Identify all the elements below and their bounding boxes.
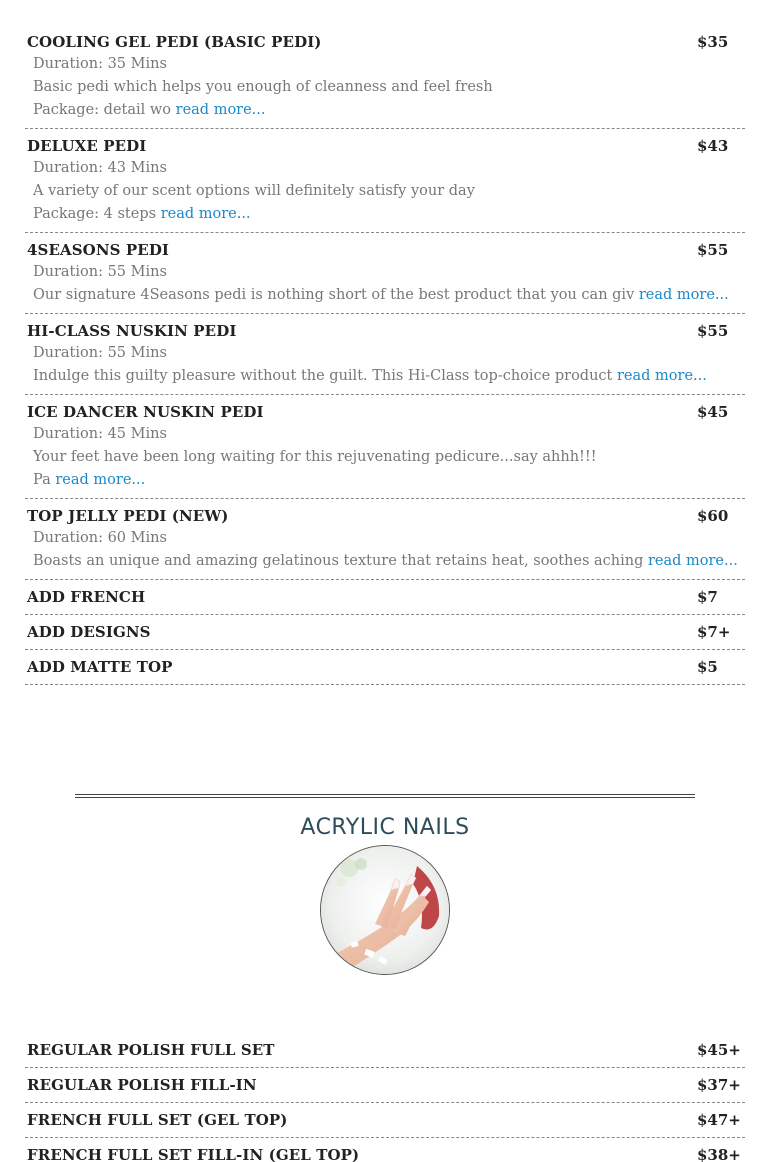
menu-item-header	[25, 1144, 745, 1162]
service-description-text: Package: detail wo	[33, 102, 176, 118]
menu-item-header	[25, 320, 745, 342]
service-name: ADD DESIGNS	[27, 623, 151, 641]
service-name: ADD FRENCH	[27, 588, 146, 606]
service-name: FRENCH FULL SET (GEL TOP)	[27, 1111, 288, 1129]
service-price: $35	[697, 33, 729, 51]
hand-with-nails-image	[321, 846, 450, 975]
service-name: REGULAR POLISH FULL SET	[27, 1041, 275, 1059]
service-price: $38+	[697, 1146, 741, 1162]
menu-item-header	[25, 505, 745, 527]
service-price: $45+	[697, 1041, 741, 1059]
menu-item-header	[25, 1109, 745, 1131]
service-price: $55	[697, 322, 729, 340]
menu-item	[25, 1103, 745, 1138]
service-description	[25, 365, 745, 388]
read-more-link[interactable]: read more...	[647, 553, 738, 569]
menu-item-header	[25, 1074, 745, 1096]
acrylic-nails-photo	[320, 845, 450, 975]
service-description	[25, 550, 745, 573]
service-price: $37+	[697, 1076, 741, 1094]
service-duration: Duration: 55 Mins	[33, 345, 167, 361]
menu-item	[25, 615, 745, 650]
service-name: COOLING GEL PEDI (BASIC PEDI)	[27, 33, 322, 51]
service-description	[25, 99, 745, 122]
read-more-link[interactable]: read more...	[55, 472, 146, 488]
service-description: Basic pedi which helps you enough of cleanness and feel fresh	[33, 79, 493, 95]
menu-item-header	[25, 135, 745, 157]
service-duration: Duration: 60 Mins	[33, 530, 167, 546]
menu-item	[25, 395, 745, 499]
menu-item	[25, 650, 745, 685]
section-divider	[75, 794, 695, 798]
service-name: ADD MATTE TOP	[27, 658, 173, 676]
service-description	[25, 284, 745, 307]
pedicure-menu-list	[25, 25, 745, 685]
read-more-link[interactable]: read more...	[616, 368, 707, 384]
menu-item-header	[25, 239, 745, 261]
service-price: $7	[697, 588, 718, 606]
service-name: 4SEASONS PEDI	[27, 241, 170, 259]
menu-item	[25, 129, 745, 233]
service-description-text: Pa	[33, 472, 56, 488]
service-duration: Duration: 43 Mins	[33, 160, 167, 176]
service-price: $5	[697, 658, 718, 676]
menu-item-header	[25, 656, 745, 678]
service-duration: Duration: 35 Mins	[33, 56, 167, 72]
service-duration: Duration: 55 Mins	[33, 264, 167, 280]
menu-item	[25, 499, 745, 580]
menu-item	[25, 580, 745, 615]
menu-item	[25, 314, 745, 395]
menu-item	[25, 233, 745, 314]
service-description	[25, 203, 745, 226]
service-name: ICE DANCER NUSKIN PEDI	[27, 403, 264, 421]
menu-item-header	[25, 1039, 745, 1061]
service-description-text: Indulge this guilty pleasure without the guilt. This Hi-Class top-choice product	[33, 368, 617, 384]
service-description-text: Boasts an unique and amazing gelatinous texture that retains heat, soothes aching	[33, 553, 648, 569]
service-description: A variety of our scent options will definitely satisfy your day	[33, 183, 475, 199]
service-name: HI-CLASS NUSKIN PEDI	[27, 322, 237, 340]
menu-item-header	[25, 401, 745, 423]
service-name: REGULAR POLISH FILL-IN	[27, 1076, 257, 1094]
service-price: $45	[697, 403, 729, 421]
service-price: $60	[697, 507, 729, 525]
service-description	[25, 469, 745, 492]
menu-item-header	[25, 586, 745, 608]
service-name: FRENCH FULL SET FILL-IN (GEL TOP)	[27, 1146, 360, 1162]
read-more-link[interactable]: read more...	[175, 102, 266, 118]
service-description-text: Our signature 4Seasons pedi is nothing short of the best product that you can giv	[33, 287, 639, 303]
menu-item-header	[25, 621, 745, 643]
acrylic-menu-list	[25, 1033, 745, 1162]
service-price: $55	[697, 241, 729, 259]
section-title: ACRYLIC NAILS	[300, 815, 470, 840]
service-description-text: Package: 4 steps	[33, 206, 161, 222]
service-price: $43	[697, 137, 729, 155]
menu-item-header	[25, 31, 745, 53]
menu-item	[25, 1138, 745, 1162]
menu-item	[25, 25, 745, 129]
service-name: DELUXE PEDI	[27, 137, 147, 155]
read-more-link[interactable]: read more...	[160, 206, 251, 222]
service-description: Your feet have been long waiting for this rejuvenating pedicure...say ahhh!!!	[33, 449, 597, 465]
service-price: $47+	[697, 1111, 741, 1129]
service-name: TOP JELLY PEDI (NEW)	[27, 507, 229, 525]
service-price: $7+	[697, 623, 731, 641]
menu-item	[25, 1033, 745, 1068]
menu-item	[25, 1068, 745, 1103]
service-duration: Duration: 45 Mins	[33, 426, 167, 442]
read-more-link[interactable]: read more...	[638, 287, 729, 303]
